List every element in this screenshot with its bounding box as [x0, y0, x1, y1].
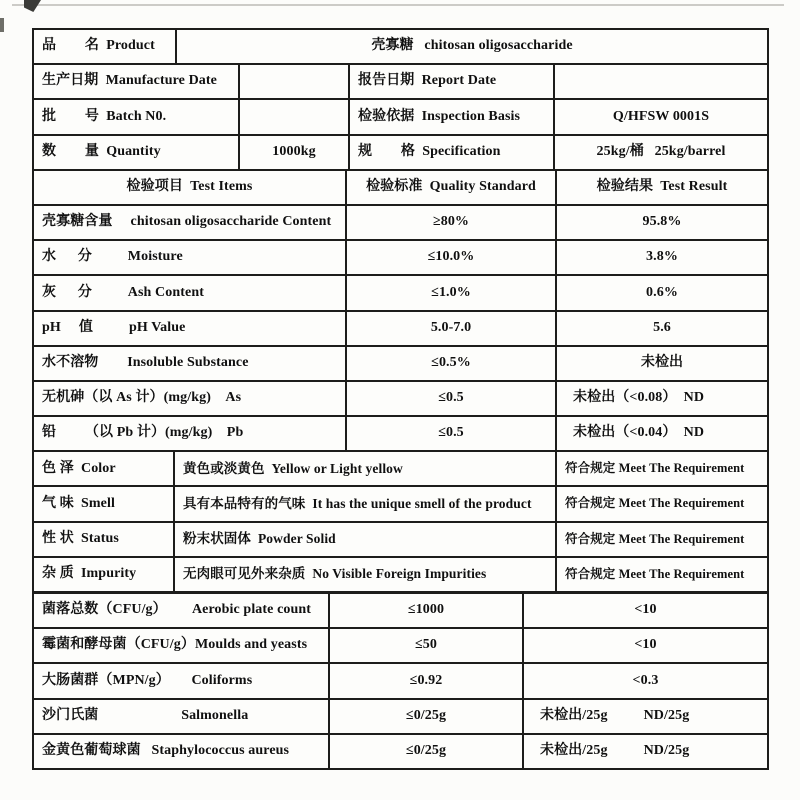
test-item-label: 水 分 Moisture: [34, 241, 347, 274]
manufacture-date-value: [240, 65, 350, 98]
certificate-table: [32, 28, 769, 770]
table-row-salmonella: [34, 700, 767, 735]
quantity-value: 1000kg: [240, 136, 350, 169]
test-standard: ≤0.5: [347, 417, 557, 450]
table-row-product: [34, 30, 767, 65]
micro-standard: ≤1000: [330, 594, 524, 627]
micro-label: 霉菌和酵母菌（CFU/g）Moulds and yeasts: [34, 629, 330, 662]
micro-result: <10: [634, 602, 657, 618]
table-row-moulds-yeasts: [34, 629, 767, 664]
test-result: 5.6: [653, 319, 671, 335]
test-result: 未检出: [640, 354, 684, 370]
test-item-label: 水不溶物 Insoluble Substance: [34, 347, 347, 380]
micro-standard: ≤50: [330, 629, 524, 662]
test-standard: ≤1.0%: [347, 276, 557, 309]
table-row-aerobic-plate-count: [34, 594, 767, 629]
micro-standard: ≤0.92: [330, 664, 524, 697]
table-row-staphylococcus: [34, 735, 767, 768]
inspection-basis-label: 检验依据 Inspection Basis: [350, 100, 555, 133]
test-item-label: 灰 分 Ash Content: [34, 276, 347, 309]
test-item-label: 壳寡糖含量 chitosan oligosaccharide Content: [34, 206, 347, 239]
header-test-items: 检验项目 Test Items: [34, 171, 347, 204]
table-row-impurity: [34, 558, 767, 594]
sensory-description: 无肉眼可见外来杂质 No Visible Foreign Impurities: [175, 558, 557, 591]
test-result: 3.8%: [646, 249, 678, 265]
test-item-label: 铅 （以 Pb 计）(mg/kg) Pb: [34, 417, 347, 450]
report-date-label: 报告日期 Report Date: [350, 65, 555, 98]
sensory-result: 符合规定 Meet The Requirement: [565, 531, 745, 546]
test-standard: ≤10.0%: [347, 241, 557, 274]
test-result: 未检出（<0.04） ND: [573, 425, 705, 441]
sensory-result: 符合规定 Meet The Requirement: [565, 461, 745, 476]
micro-label: 菌落总数（CFU/g） Aerobic plate count: [34, 594, 330, 627]
test-standard: ≤0.5%: [347, 347, 557, 380]
test-result: 0.6%: [646, 284, 678, 300]
table-row-batch: [34, 100, 767, 135]
micro-result: <10: [634, 637, 657, 653]
test-result: 95.8%: [642, 214, 682, 230]
table-row-quantity: [34, 136, 767, 171]
manufacture-date-label: 生产日期 Manufacture Date: [34, 65, 240, 98]
scan-artifact-top-line: [12, 4, 784, 6]
table-header-row: [34, 171, 767, 206]
sensory-result: 符合规定 Meet The Requirement: [565, 566, 745, 581]
table-row-insoluble: [34, 347, 767, 382]
test-item-label: pH 值 pH Value: [34, 312, 347, 345]
sensory-label: 色 泽 Color: [34, 452, 175, 485]
specification-value: 25kg/桶 25kg/barrel: [596, 143, 726, 159]
header-test-result: 检验结果 Test Result: [596, 179, 728, 194]
report-date-value: [555, 65, 767, 98]
sensory-description: 粉末状固体 Powder Solid: [175, 523, 557, 556]
sensory-description: 具有本品特有的气味 It has the unique smell of the product: [175, 487, 557, 520]
micro-result: 未检出/25g ND/25g: [540, 707, 690, 723]
test-standard: 5.0-7.0: [347, 312, 557, 345]
inspection-basis-value: Q/HFSW 0001S: [612, 108, 710, 124]
table-row-color: [34, 452, 767, 487]
product-value: 壳寡糖 chitosan oligosaccharide: [371, 38, 573, 54]
specification-label: 规 格 Specification: [350, 136, 555, 169]
header-quality-standard: 检验标准 Quality Standard: [347, 171, 557, 204]
table-row-smell: [34, 487, 767, 522]
test-standard: ≥80%: [347, 206, 557, 239]
table-row-lead: [34, 417, 767, 452]
table-row-moisture: [34, 241, 767, 276]
scan-artifact-edge-mark: [0, 18, 4, 32]
table-row-coliforms: [34, 664, 767, 699]
quantity-label: 数 量 Quantity: [34, 136, 240, 169]
batch-no-value: [240, 100, 350, 133]
sensory-label: 性 状 Status: [34, 523, 175, 556]
micro-standard: ≤0/25g: [330, 735, 524, 768]
table-row-ph: [34, 312, 767, 347]
sensory-label: 杂 质 Impurity: [34, 558, 175, 591]
micro-label: 金黄色葡萄球菌 Staphylococcus aureus: [34, 735, 330, 768]
table-row-ash: [34, 276, 767, 311]
micro-result: 未检出/25g ND/25g: [540, 743, 690, 758]
sensory-result: 符合规定 Meet The Requirement: [565, 496, 745, 511]
test-standard: ≤0.5: [347, 382, 557, 415]
sensory-description: 黄色或淡黄色 Yellow or Light yellow: [175, 452, 557, 485]
micro-label: 沙门氏菌 Salmonella: [34, 700, 330, 733]
table-row-content: [34, 206, 767, 241]
scan-artifact-corner-mark: [24, 0, 41, 12]
table-row-status: [34, 523, 767, 558]
table-row-arsenic: [34, 382, 767, 417]
test-item-label: 无机砷（以 As 计）(mg/kg) As: [34, 382, 347, 415]
product-label: 品 名 Product: [34, 30, 177, 63]
table-row-dates: [34, 65, 767, 100]
micro-result: <0.3: [632, 672, 659, 688]
batch-no-label: 批 号 Batch N0.: [34, 100, 240, 133]
micro-standard: ≤0/25g: [330, 700, 524, 733]
test-result: 未检出（<0.08） ND: [573, 390, 705, 406]
micro-label: 大肠菌群（MPN/g） Coliforms: [34, 664, 330, 697]
sensory-label: 气 味 Smell: [34, 487, 175, 520]
